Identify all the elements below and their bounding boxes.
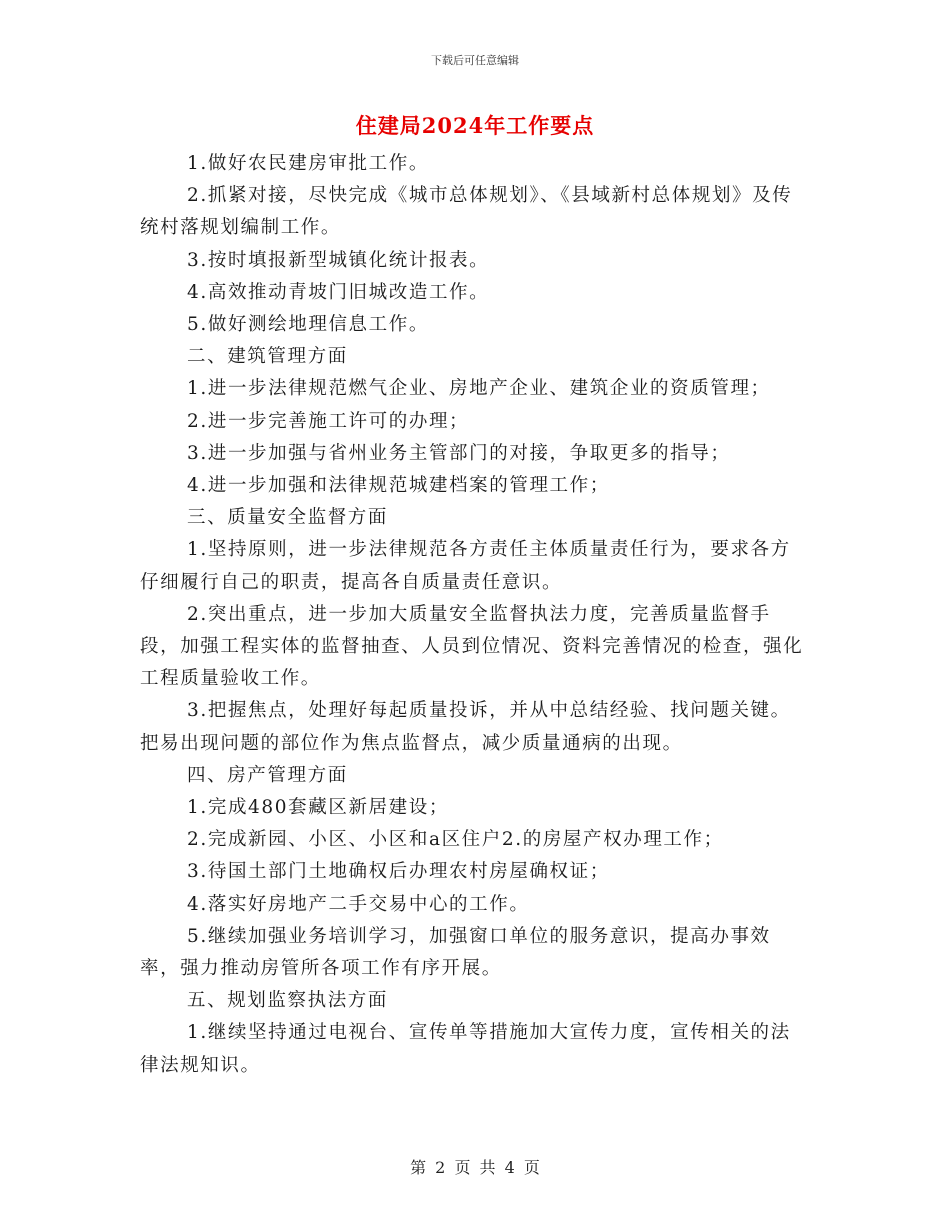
paragraph: 1.进一步法律规范燃气企业、房地产企业、建筑企业的资质管理； <box>187 378 771 400</box>
section-heading: 三、质量安全监督方面 <box>187 507 389 529</box>
paragraph: 4.高效推动青坡门旧城改造工作。 <box>187 281 490 303</box>
paragraph: 3.进一步加强与省州业务主管部门的对接，争取更多的指导； <box>187 442 731 464</box>
paragraph: 5.继续加强业务培训学习，加强窗口单位的服务意识，提高办事效率，强力推动房管所各项工作有序开展。 <box>140 925 771 980</box>
paragraph: 2.完成新园、小区、小区和a区住户2.的房屋产权办理工作； <box>187 829 724 851</box>
document-title: 住建局2024年工作要点 <box>355 113 595 138</box>
paragraph: 4.落实好房地产二手交易中心的工作。 <box>187 893 530 915</box>
document-body <box>140 148 810 1082</box>
paragraph: 1.完成480套藏区新居建设； <box>187 797 449 819</box>
section-heading: 五、规划监察执法方面 <box>187 990 389 1012</box>
paragraph: 2.进一步完善施工许可的办理； <box>187 410 470 432</box>
paragraph: 1.做好农民建房审批工作。 <box>187 153 429 174</box>
paragraph: 2.抓紧对接，尽快完成《城市总体规划》、《县域新村总体规划》及传统村落规划编制工作。 <box>140 185 793 239</box>
paragraph: 2.突出重点，进一步加大质量安全监督执法力度，完善质量监督手段，加强工程实体的监督抽查、人员到位情况、资料完善情况的检查，强化工程质量验收工作。 <box>140 603 804 690</box>
paragraph: 5.做好测绘地理信息工作。 <box>187 314 429 336</box>
header-note: 下载后可任意编辑 <box>431 54 519 67</box>
paragraph: 3.按时填报新型城镇化统计报表。 <box>187 249 490 271</box>
page-footer: 第 2 页 共 4 页 <box>410 1158 540 1177</box>
section-heading: 四、房产管理方面 <box>187 764 348 786</box>
section-heading: 二、建筑管理方面 <box>187 346 348 368</box>
paragraph: 3.待国土部门土地确权后办理农村房屋确权证； <box>187 861 610 883</box>
paragraph: 1.继续坚持通过电视台、宣传单等措施加大宣传力度，宣传相关的法律法规知识。 <box>140 1022 791 1076</box>
paragraph: 3.把握焦点，处理好每起质量投诉，并从中总结经验、找问题关键。把易出现问题的部位作为焦点监督点，减少质量通病的出现。 <box>140 700 791 754</box>
paragraph: 1.坚持原则，进一步法律规范各方责任主体质量责任行为，要求各方仔细履行自己的职责，提高各自质量责任意识。 <box>140 539 791 593</box>
paragraph: 4.进一步加强和法律规范城建档案的管理工作； <box>187 475 610 497</box>
